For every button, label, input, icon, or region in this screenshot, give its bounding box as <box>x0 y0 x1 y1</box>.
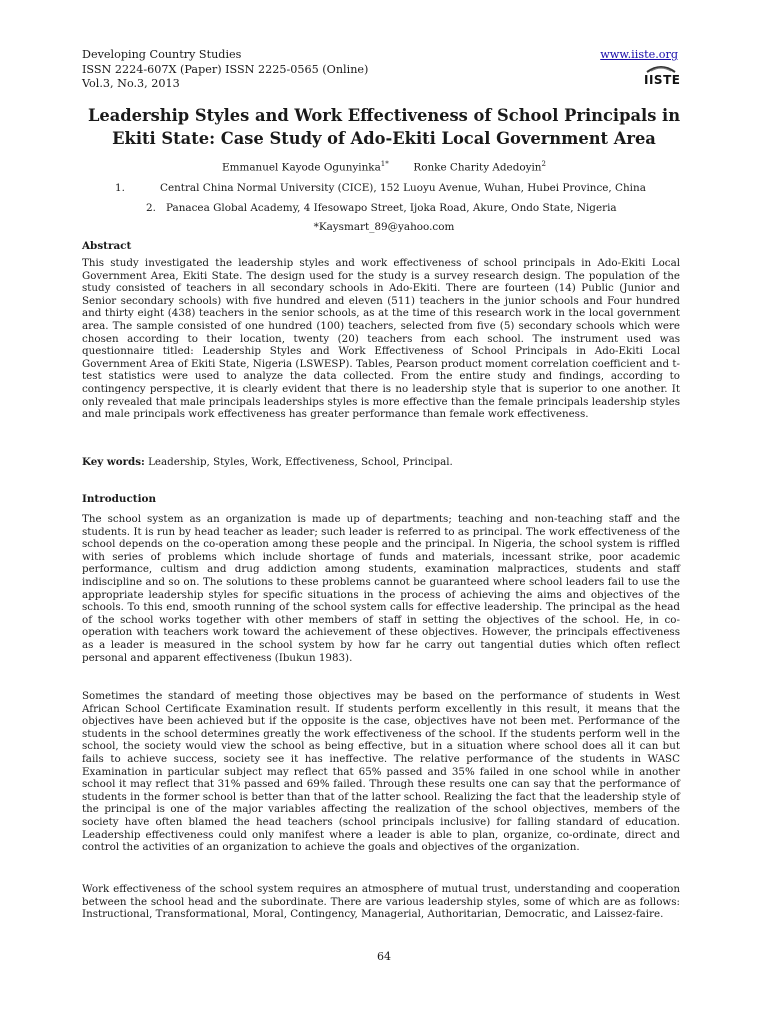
author-2: Ronke Charity Adedoyin <box>413 161 542 174</box>
journal-name: Developing Country Studies <box>82 48 242 61</box>
keywords-label: Key words: <box>82 456 145 468</box>
journal-header <box>82 48 682 92</box>
abstract-text: This study investigated the leadership styles and work effectiveness of school principals in Ado-Ekiti Local Government Area, Ekiti State. The design used for the study is a survey research design. The population of the study consisted of teachers in all secondary schools in Ado-Ekiti. There are fourteen (14) Public (Junior and Senior secondary schools) with five hundred and eleven (511) teachers in the junior schools and Four hundred and thirty eight (438) teachers in the senior schools, as at the time of this research work in the local government area. The sample consisted of one hundred (100) teachers, selected from five (5) secondary schools which were chosen according to their location, twenty (20) teachers from each school. The instrument used was questionnaire titled: Leadership Styles and Work Effectiveness of School Principals in Ado-Ekiti Local Government Area of Ekiti State, Nigeria (LSWESP). Tables, Pearson product moment correlation coefficient and t-test statistics were used to analyze the data collected. From the entire study and findings, according to contingency perspective, it is clearly evident that there is no leadership style that is superior to one another. It only revealed that male principals leaderships styles is more effective than the female principals leadership styles and male principals work effectiveness has greater performance than female work effectiveness. <box>82 257 680 421</box>
keywords-line <box>82 456 682 468</box>
author-2-marker: 2 <box>541 160 546 168</box>
intro-paragraph-3: Work effectiveness of the school system requires an atmosphere of mutual trust, understanding and cooperation between the school head and the subordinate. There are various leadership styles, some of which are as follows: Instructional, Transformational, Moral, Contingency, Managerial, Authoritarian, Democratic, and Laissez-faire. <box>82 883 680 921</box>
affiliation-1: Central China Normal University (CICE), 152 Luoyu Avenue, Wuhan, Hubei Province, China <box>160 182 646 194</box>
affiliation-2-number: 2. <box>146 202 156 214</box>
affiliation-2: Panacea Global Academy, 4 Ifesowapo Street, Ijoka Road, Akure, Ondo State, Nigeria <box>166 202 617 214</box>
iiste-logo <box>644 64 681 94</box>
page-number: 64 <box>377 950 391 963</box>
journal-website-link[interactable]: www.iiste.org <box>600 48 678 61</box>
keywords-text: Leadership, Styles, Work, Effectiveness, School, Principal. <box>148 456 453 468</box>
corresponding-email: *Kaysmart_89@yahoo.com <box>313 221 455 233</box>
title-line-2: Ekiti State: Case Study of Ado-Ekiti Local Government Area <box>112 129 656 148</box>
author-1-marker: 1* <box>380 160 389 168</box>
logo-text: IISTE <box>644 73 681 87</box>
author-list <box>82 160 686 173</box>
intro-paragraph-2: Sometimes the standard of meeting those objectives may be based on the performance of students in West African School Certificate Examination result. If students perform excellently in this result, it means that the objectives have been achieved but if the opposite is the case, objectives have not been met. Performance of the students in the school determines greatly the work effectiveness of the school. If the students perform well in the school, the society would view the school as being effective, but in a situation where school does all it can but fails to achieve success, society see it has ineffective. The relative performance of the students in WASC Examination in particular subject may reflect that 65% passed and 35% failed in one school while in another school it may reflect that 31% passed and 69% failed. Through these results one can say that the performance of students in the former school is better than that of the latter school. Realizing the fact that the leadership style of the principal is one of the major variables affecting the realization of the school objectives, members of the society have often blamed the head teachers (school principals inclusive) for falling standard of education. Leadership effectiveness could only manifest where a leader is able to plan, organize, co-ordinate, direct and control the activities of an organization to achieve the goals and objectives of the organization. <box>82 690 680 854</box>
title-line-1: Leadership Styles and Work Effectiveness of School Principals in <box>87 106 681 125</box>
journal-volume: Vol.3, No.3, 2013 <box>82 77 180 90</box>
affiliation-1-number: 1. <box>115 182 125 194</box>
author-1: Emmanuel Kayode Ogunyinka <box>222 161 381 174</box>
introduction-heading: Introduction <box>82 493 156 505</box>
paper-title <box>60 104 708 150</box>
intro-paragraph-1: The school system as an organization is made up of departments; teaching and non-teaching staff and the students. It is run by head teacher as leader; such leader is referred to as principal. The work effectiveness of the school depends on the co-operation among these people and the principal. In Nigeria, the school system is riffled with series of problems which include shortage of funds and materials, incessant strike, poor academic performance, cultism and drug addiction among students, examination malpractices, students and staff indiscipline and so on. The solutions to these problems cannot be guaranteed where school leaders fail to use the appropriate leadership styles for specific situations in the process of achieving the aims and objectives of the schools. To this end, smooth running of the school system calls for effective leadership. The principal as the head of the school works together with other members of staff in setting the objectives of the school. He, in co-operation with teachers work toward the achievement of these objectives. However, the principals effectiveness as a leader is measured in the school system by how far he carry out tangential duties which often reflect personal and apparent effectiveness (Ibukun 1983). <box>82 513 680 664</box>
journal-issn: ISSN 2224-607X (Paper) ISSN 2225-0565 (Online) <box>82 62 369 76</box>
abstract-heading: Abstract <box>82 240 132 252</box>
